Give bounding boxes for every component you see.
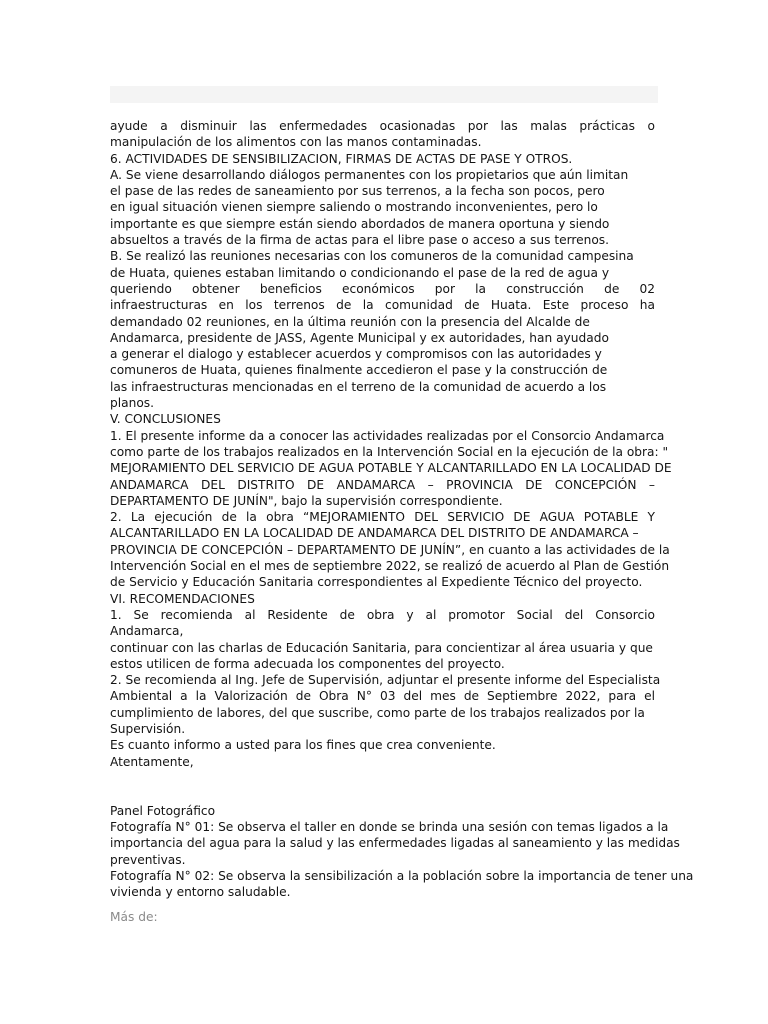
text-line: MEJORAMIENTO DEL SERVICIO DE AGUA POTABLE Y ALCANTARILLADO EN LA LOCALIDAD DE [110,461,672,476]
text-line: 1. Se recomienda al Residente de obra y al promotor Social del Consorcio [110,607,655,622]
text-line: Andamarca, [110,624,184,639]
text-line: PROVINCIA DE CONCEPCIÓN – DEPARTAMENTO DE JUNÍN”, en cuanto a las actividades de la [110,542,670,557]
text-line: V. CONCLUSIONES [110,412,221,427]
text-line: Atentamente, [110,754,194,769]
text-line: absueltos a través de la firma de actas para el libre pase o acceso a sus terrenos. [110,233,610,248]
text-line: importante es que siempre están siendo abordados de manera oportuna y siendo [110,216,610,231]
more-from-link[interactable]: Más de: [110,910,158,924]
text-line: B. Se realizó las reuniones necesarias con los comuneros de la comunidad campesina [110,249,634,264]
text-line: Fotografía N° 01: Se observa el taller en donde se brinda una sesión con temas ligados a la [110,820,669,835]
text-line: estos utilicen de forma adecuada los componentes del proyecto. [110,656,505,671]
document-body [110,118,694,901]
text-line: Supervisión. [110,721,186,736]
text-line: Panel Fotográfico [110,803,216,818]
text-line: planos. [110,396,154,411]
text-line: queriendo obtener beneficios económicos por la construcción de 02 [110,281,655,296]
text-line: 6. ACTIVIDADES DE SENSIBILIZACION, FIRMAS DE ACTAS DE PASE Y OTROS. [110,151,573,166]
text-line: Fotografía N° 02: Se observa la sensibilización a la población sobre la importancia de tener una [110,869,694,884]
text-line: de Huata, quienes estaban limitando o condicionando el pase de la red de agua y [110,265,610,280]
text-line: manipulación de los alimentos con las manos contaminadas. [110,135,482,150]
text-line: 2. La ejecución de la obra “MEJORAMIENTO DEL SERVICIO DE AGUA POTABLE Y [110,510,655,525]
photo-panel-section [110,803,694,901]
text-line: comuneros de Huata, quienes finalmente accedieron el pase y la construcción de [110,363,608,378]
text-line: de Servicio y Educación Sanitaria correspondientes al Expediente Técnico del proyecto. [110,575,643,590]
text-line: preventivas. [110,852,186,867]
text-line: Andamarca, presidente de JASS, Agente Municipal y ex autoridades, han ayudado [110,330,609,345]
text-line: DEPARTAMENTO DE JUNÍN", bajo la supervisión correspondiente. [110,493,503,508]
text-line: cumplimiento de labores, del que suscribe, como parte de los trabajos realizados por la [110,705,645,720]
report-body [110,118,672,770]
text-line: en igual situación vienen siempre saliendo o mostrando inconvenientes, pero lo [110,200,598,215]
text-line: infraestructuras en los terrenos de la comunidad de Huata. Este proceso ha [110,298,655,313]
text-line: A. Se viene desarrollando diálogos permanentes con los propietarios que aún limitan [110,167,629,182]
text-line: demandado 02 reuniones, en la última reunión con la presencia del Alcalde de [110,314,590,329]
spacer [110,770,655,803]
text-line: ANDAMARCA DEL DISTRITO DE ANDAMARCA – PROVINCIA DE CONCEPCIÓN – [110,477,655,492]
text-line: continuar con las charlas de Educación Sanitaria, para concientizar al área usuaria y que [110,640,653,655]
text-line: vivienda y entorno saludable. [110,885,291,900]
text-line: Intervención Social en el mes de septiembre 2022, se realizó de acuerdo al Plan de Gestión [110,559,670,574]
text-line: ALCANTARILLADO EN LA LOCALIDAD DE ANDAMARCA DEL DISTRITO DE ANDAMARCA – [110,526,639,541]
text-line: ayude a disminuir las enfermedades ocasionadas por las malas prácticas o [110,119,655,133]
text-line: VI. RECOMENDACIONES [110,591,255,606]
text-line: Ambiental a la Valorización de Obra N° 03 del mes de Septiembre 2022, para el [110,689,655,704]
text-line: Es cuanto informo a usted para los fines que crea conveniente. [110,738,496,753]
text-line: importancia del agua para la salud y las enfermedades ligadas al saneamiento y las medidas [110,836,680,851]
text-line: 2. Se recomienda al Ing. Jefe de Supervisión, adjuntar el presente informe del Especialista [110,673,661,688]
text-line: a generar el dialogo y establecer acuerdos y compromisos con las autoridades y [110,347,602,362]
text-line: como parte de los trabajos realizados en la Intervención Social en la ejecución de la obra: " [110,444,669,459]
text-line: 1. El presente informe da a conocer las actividades realizadas por el Consorcio Andamarca [110,428,665,443]
text-line: el pase de las redes de saneamiento por sus terrenos, a la fecha son pocos, pero [110,184,605,199]
text-line: las infraestructuras mencionadas en el terreno de la comunidad de acuerdo a los [110,379,607,394]
top-band [110,86,658,103]
